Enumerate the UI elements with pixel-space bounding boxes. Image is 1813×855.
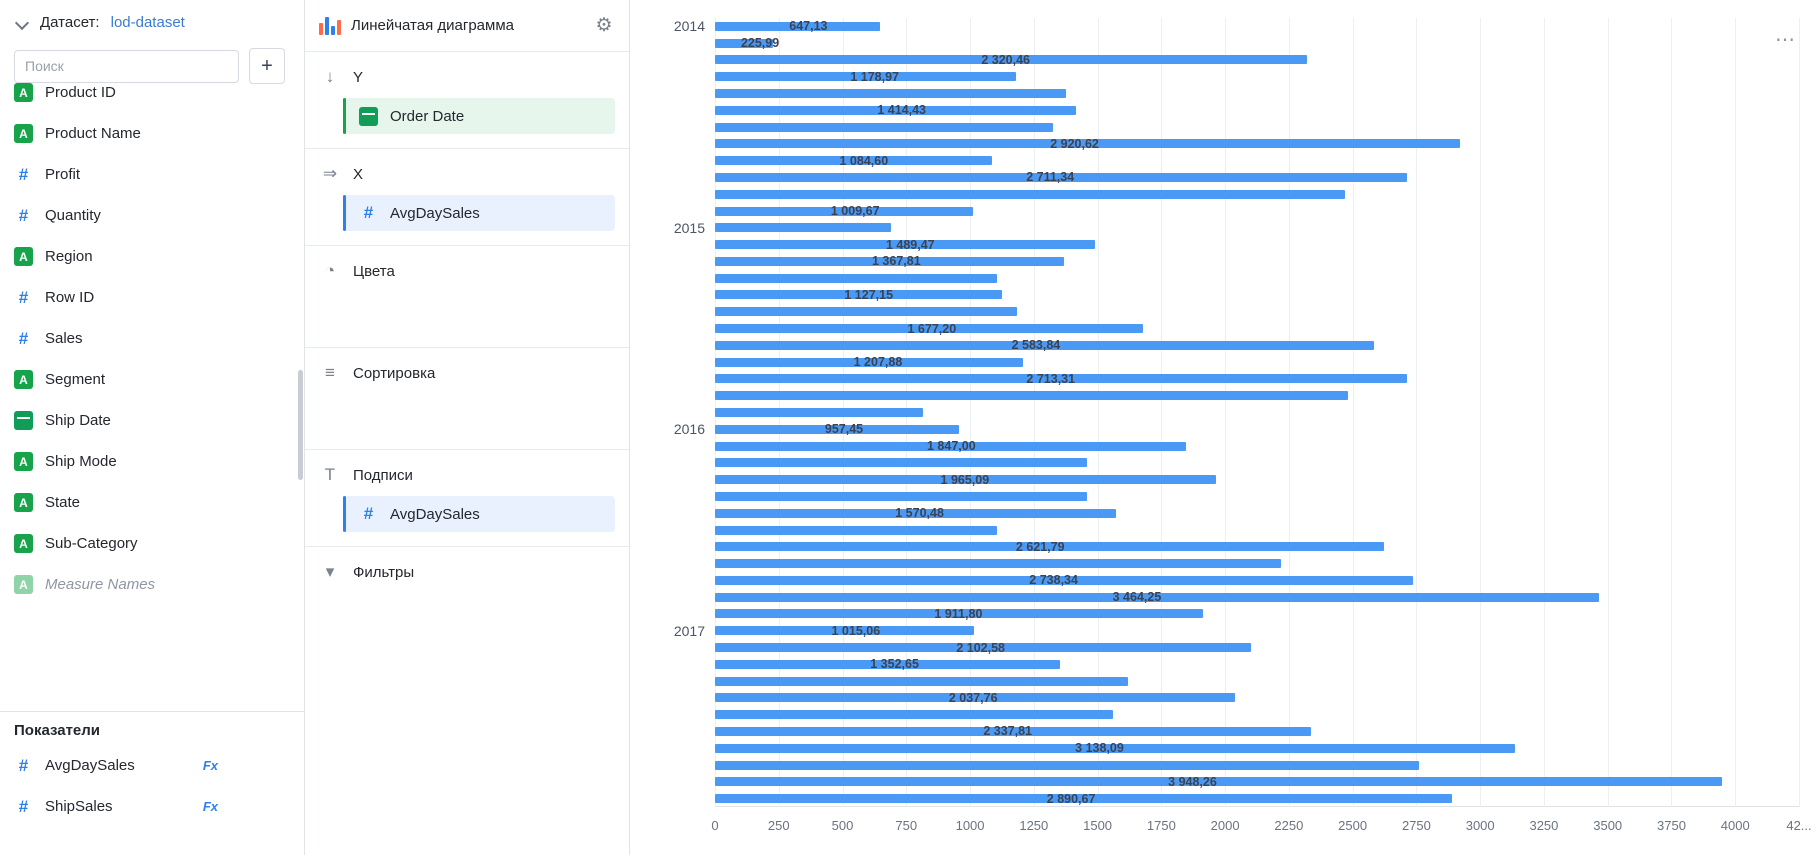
list-item[interactable] xyxy=(0,318,304,359)
measure-icon: # xyxy=(18,755,29,775)
shelf-labels-label: Подписи xyxy=(353,466,413,484)
shelf-x-pill-label: AvgDaySales xyxy=(390,204,480,222)
shelf-filters[interactable] xyxy=(305,547,629,649)
list-item[interactable] xyxy=(0,236,304,277)
dimension-list xyxy=(0,84,304,707)
x-axis-tick-label: 3000 xyxy=(1465,818,1495,833)
bar[interactable] xyxy=(715,408,923,417)
field-label: Row ID xyxy=(45,289,95,306)
list-item[interactable] xyxy=(0,523,304,564)
field-label: Ship Date xyxy=(45,412,111,429)
formula-icon: Fx xyxy=(202,799,218,814)
sort-icon: ≡ xyxy=(325,363,335,382)
shelf-sort[interactable] xyxy=(305,348,629,450)
bar-value-label: 1 009,67 xyxy=(830,204,880,219)
bar[interactable] xyxy=(715,190,1345,199)
bar[interactable] xyxy=(715,223,891,232)
bar[interactable] xyxy=(715,274,997,283)
visualization-shelf-panel xyxy=(305,0,630,855)
x-axis-tick-label: 3250 xyxy=(1529,818,1559,833)
field-label: Product ID xyxy=(45,84,116,101)
bar-value-label: 2 037,76 xyxy=(948,690,998,705)
field-label: Ship Mode xyxy=(45,453,117,470)
bar-value-label: 2 102,58 xyxy=(956,640,1005,655)
field-label: Quantity xyxy=(45,207,101,224)
x-axis-tick-label: 1250 xyxy=(1019,818,1049,833)
shelf-y-label: Y xyxy=(353,68,364,86)
bar[interactable] xyxy=(715,677,1128,686)
bar-value-label: 1 207,88 xyxy=(853,355,903,370)
measure-label: AvgDaySales xyxy=(45,757,135,774)
bar-value-label: 3 464,25 xyxy=(1112,590,1162,605)
x-axis-tick-label: 3500 xyxy=(1593,818,1623,833)
list-item[interactable] xyxy=(0,441,304,482)
field-label: Segment xyxy=(45,371,106,388)
bar[interactable] xyxy=(715,777,1722,786)
bar-value-label: 1 911,80 xyxy=(934,606,983,621)
shelf-x-pill[interactable] xyxy=(343,195,615,231)
calendar-icon xyxy=(14,411,33,430)
x-axis xyxy=(715,806,1799,807)
x-axis-tick-label: 3750 xyxy=(1657,818,1686,833)
field-label: Measure Names xyxy=(45,576,156,593)
attribute-icon: A xyxy=(14,370,33,389)
gridline xyxy=(1544,18,1545,807)
list-item[interactable] xyxy=(0,113,304,154)
shelf-filters-header xyxy=(319,561,615,583)
shelf-labels-pill[interactable] xyxy=(343,496,615,532)
bar-value-label: 1 965,09 xyxy=(940,472,990,487)
bar-value-label: 1 015,06 xyxy=(831,623,881,638)
list-item[interactable] xyxy=(0,482,304,523)
shelf-x xyxy=(305,149,629,246)
x-axis-tick-label: 250 xyxy=(767,818,790,833)
shelf-sort-label: Сортировка xyxy=(353,364,436,382)
attribute-icon: A xyxy=(14,124,33,143)
bar-value-label: 1 847,00 xyxy=(926,439,976,454)
shelf-y-pill-label: Order Date xyxy=(390,107,465,125)
bar-chart-plot xyxy=(673,18,1812,833)
x-axis-tick-label: 2250 xyxy=(1274,818,1304,833)
palette-icon: ◔ xyxy=(324,261,336,280)
x-axis-tick-label: 2000 xyxy=(1210,818,1240,833)
add-field-button[interactable]: + xyxy=(249,48,285,84)
y-axis-group-label: 2014 xyxy=(673,18,705,35)
bar-value-label: 1 127,15 xyxy=(844,287,894,302)
bar-value-label: 1 489,47 xyxy=(885,237,935,252)
measure-icon: # xyxy=(18,164,29,184)
gridline xyxy=(1799,18,1800,807)
bar-value-label: 2 920,62 xyxy=(1050,136,1099,151)
measures-section-title: Показатели xyxy=(14,722,101,739)
bar-value-label: 3 138,09 xyxy=(1075,741,1124,756)
bar[interactable] xyxy=(715,761,1419,770)
bar-value-label: 3 948,26 xyxy=(1168,774,1217,789)
measure-icon: # xyxy=(18,796,29,816)
attribute-icon: A xyxy=(14,83,33,102)
kebab-menu-icon[interactable]: ⋯ xyxy=(1775,29,1797,51)
x-axis-tick-label: 750 xyxy=(895,818,918,833)
gridline xyxy=(1608,18,1609,807)
field-label: Sales xyxy=(45,330,83,347)
gridline xyxy=(1416,18,1417,807)
bar[interactable] xyxy=(715,458,1087,467)
calendar-icon xyxy=(359,107,378,126)
shelf-x-label: X xyxy=(353,165,364,183)
label-icon: T xyxy=(324,465,336,484)
shelf-labels-header xyxy=(319,464,615,486)
x-axis-tick-label: 2500 xyxy=(1338,818,1368,833)
bar[interactable] xyxy=(715,307,1017,316)
shelf-y-header xyxy=(319,66,615,88)
bar-value-label: 2 583,84 xyxy=(1011,338,1061,353)
shelf-colors-header xyxy=(319,260,615,282)
gridline xyxy=(1225,18,1226,807)
chart-area xyxy=(630,0,1813,855)
gridline xyxy=(1480,18,1481,807)
bar[interactable] xyxy=(715,492,1087,501)
gridline xyxy=(970,18,971,807)
bar-value-label: 957,45 xyxy=(824,422,864,437)
shelf-y-pill[interactable] xyxy=(343,98,615,134)
x-axis-tick-label: 1750 xyxy=(1146,818,1176,833)
bar[interactable] xyxy=(715,710,1113,719)
gridline xyxy=(1671,18,1672,807)
measure-label: ShipSales xyxy=(45,798,113,815)
arrow-right-icon: ⇒ xyxy=(322,164,338,183)
vertical-scrollbar[interactable] xyxy=(298,370,303,480)
list-item[interactable] xyxy=(0,745,304,786)
gridline xyxy=(1353,18,1354,807)
measure-icon: # xyxy=(18,205,29,225)
field-label: Product Name xyxy=(45,125,141,142)
bar[interactable] xyxy=(715,526,997,535)
field-label: Region xyxy=(45,248,93,265)
measure-icon: # xyxy=(363,203,374,222)
list-item[interactable] xyxy=(0,359,304,400)
list-item[interactable] xyxy=(0,154,304,195)
shelf-labels xyxy=(305,450,629,547)
bar-value-label: 1 084,60 xyxy=(839,153,889,168)
bar-value-label: 2 337,81 xyxy=(983,724,1032,739)
bar-value-label: 1 352,65 xyxy=(870,657,919,672)
dataset-label: Датасет: xyxy=(40,13,100,31)
measure-icon: # xyxy=(18,328,29,348)
measure-icon: # xyxy=(363,504,374,523)
gear-icon[interactable]: ⚙ xyxy=(595,14,613,36)
bar-value-label: 225,99 xyxy=(740,36,780,51)
x-axis-tick-label: 4000 xyxy=(1720,818,1750,833)
list-item[interactable] xyxy=(0,72,304,113)
list-item[interactable] xyxy=(0,400,304,441)
bar-value-label: 2 711,34 xyxy=(1026,170,1075,185)
bar[interactable] xyxy=(715,391,1348,400)
field-label: Sub-Category xyxy=(45,535,138,552)
x-axis-tick-label: 500 xyxy=(831,818,854,833)
x-axis-tick-label: 42... xyxy=(1786,818,1812,833)
shelf-y xyxy=(305,52,629,149)
shelf-x-header xyxy=(319,163,615,185)
bar-value-label: 1 367,81 xyxy=(871,254,921,269)
gridline xyxy=(1161,18,1162,807)
bar-value-label: 1 178,97 xyxy=(850,69,899,84)
list-item[interactable] xyxy=(0,195,304,236)
bar-value-label: 2 621,79 xyxy=(1015,539,1065,554)
shelf-colors-label: Цвета xyxy=(353,262,395,280)
dataset-header[interactable] xyxy=(0,0,304,44)
formula-icon: Fx xyxy=(202,758,218,773)
shelf-labels-pill-label: AvgDaySales xyxy=(390,505,480,523)
chevron-down-icon[interactable] xyxy=(14,13,32,31)
bar-value-label: 1 570,48 xyxy=(895,506,944,521)
field-label: State xyxy=(45,494,81,511)
list-item[interactable] xyxy=(0,564,304,605)
y-axis-group-label: 2017 xyxy=(673,622,705,639)
arrow-down-icon: ↓ xyxy=(325,67,335,86)
shelf-filters-label: Фильтры xyxy=(353,563,415,581)
x-axis-tick-label: 1000 xyxy=(955,818,985,833)
shelf-colors[interactable] xyxy=(305,246,629,348)
bar-value-label: 1 414,43 xyxy=(877,103,926,118)
gridline xyxy=(1289,18,1290,807)
attribute-icon: A xyxy=(14,534,33,553)
bar[interactable] xyxy=(715,89,1066,98)
gridline xyxy=(1735,18,1736,807)
chart-type-header[interactable] xyxy=(305,0,629,52)
filter-icon: ▾ xyxy=(325,562,335,581)
y-axis-group-label: 2015 xyxy=(673,219,705,236)
shelf-sort-header xyxy=(319,362,615,384)
attribute-icon: A xyxy=(14,247,33,266)
list-item[interactable] xyxy=(0,277,304,318)
bar-value-label: 2 320,46 xyxy=(981,52,1030,67)
y-axis-group-label: 2016 xyxy=(673,421,705,438)
bar-value-label: 647,13 xyxy=(789,19,828,34)
measure-icon: # xyxy=(18,287,29,307)
x-axis-tick-label: 0 xyxy=(711,818,719,833)
bar[interactable] xyxy=(715,123,1053,132)
bar-chart-icon xyxy=(319,16,340,35)
list-item[interactable] xyxy=(0,786,304,827)
bar[interactable] xyxy=(715,559,1281,568)
bar-value-label: 2 890,67 xyxy=(1046,791,1096,806)
bar-value-label: 1 677,20 xyxy=(907,321,957,336)
attribute-icon: A xyxy=(14,575,33,594)
dataset-name-link[interactable]: lod-dataset xyxy=(110,13,185,31)
bar-value-label: 2 713,31 xyxy=(1026,371,1076,386)
field-label: Profit xyxy=(45,166,81,183)
gridline xyxy=(1034,18,1035,807)
bar-value-label: 2 738,34 xyxy=(1029,573,1078,588)
attribute-icon: A xyxy=(14,493,33,512)
attribute-icon: A xyxy=(14,452,33,471)
x-axis-tick-label: 1500 xyxy=(1083,818,1113,833)
dataset-panel xyxy=(0,0,305,855)
chart-type-label: Линейчатая диаграмма xyxy=(351,17,514,34)
x-axis-tick-label: 2750 xyxy=(1401,818,1431,833)
